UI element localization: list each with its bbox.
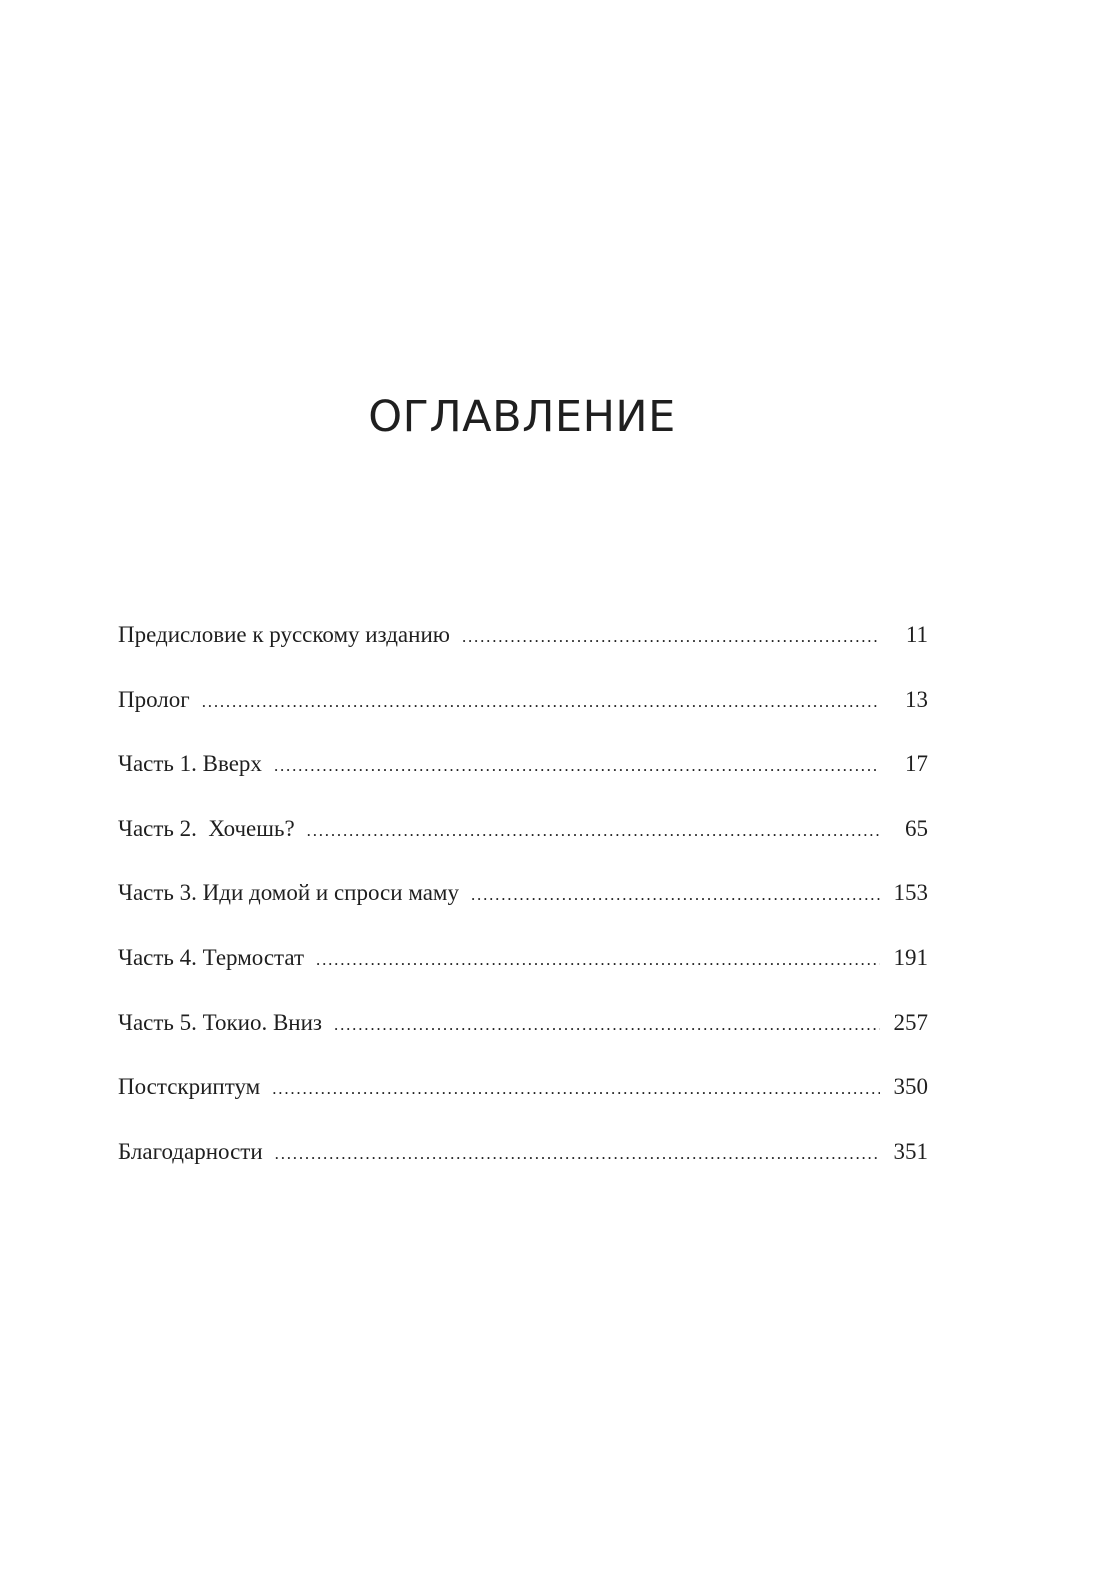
table-of-contents xyxy=(118,622,928,1203)
toc-entry-postscript xyxy=(118,1074,928,1139)
toc-dot-leader xyxy=(334,1015,880,1035)
toc-entry-part-1 xyxy=(118,751,928,816)
toc-entry-label: Благодарности xyxy=(118,1138,263,1164)
toc-page-number: 257 xyxy=(893,1009,928,1035)
toc-entry-prologue xyxy=(118,687,928,752)
toc-entry-part-3 xyxy=(118,880,928,945)
toc-entry-part-5 xyxy=(118,1010,928,1075)
page-title: ОГЛАВЛЕНИЕ xyxy=(368,392,676,442)
toc-entry-label: Часть 1. Вверх xyxy=(118,751,262,777)
toc-page-number: 17 xyxy=(905,751,928,777)
toc-page-number: 351 xyxy=(893,1138,928,1164)
toc-entry-part-2 xyxy=(118,816,928,881)
toc-entry-acknowledgements xyxy=(118,1139,928,1204)
toc-page-number: 191 xyxy=(893,944,928,970)
toc-entry-label: Пролог xyxy=(118,686,190,712)
toc-dot-leader xyxy=(316,950,880,970)
toc-page-number: 350 xyxy=(893,1074,928,1100)
toc-dot-leader xyxy=(275,1144,880,1164)
toc-entry-label: Часть 3. Иди домой и спроси маму xyxy=(118,880,459,906)
toc-entry-label: Часть 2. Хочешь? xyxy=(118,815,295,841)
toc-page-number: 11 xyxy=(905,622,928,647)
toc-page-number: 13 xyxy=(905,686,928,712)
toc-page-number: 153 xyxy=(893,880,928,906)
toc-entry-label: Часть 5. Токио. Вниз xyxy=(118,1009,323,1035)
toc-entry-part-4 xyxy=(118,945,928,1010)
toc-entry-label: Постскриптум xyxy=(118,1074,261,1100)
toc-entry-label: Предисловие к русскому изданию xyxy=(118,622,450,647)
toc-dot-leader xyxy=(272,1079,880,1099)
toc-dot-leader xyxy=(202,692,880,712)
toc-dot-leader xyxy=(471,885,880,905)
toc-page-number: 65 xyxy=(905,815,928,841)
toc-entry-preface xyxy=(118,622,928,687)
toc-dot-leader xyxy=(274,756,880,776)
toc-entry-label: Часть 4. Термостат xyxy=(118,944,305,970)
toc-dot-leader xyxy=(307,821,880,841)
toc-dot-leader xyxy=(462,627,880,647)
